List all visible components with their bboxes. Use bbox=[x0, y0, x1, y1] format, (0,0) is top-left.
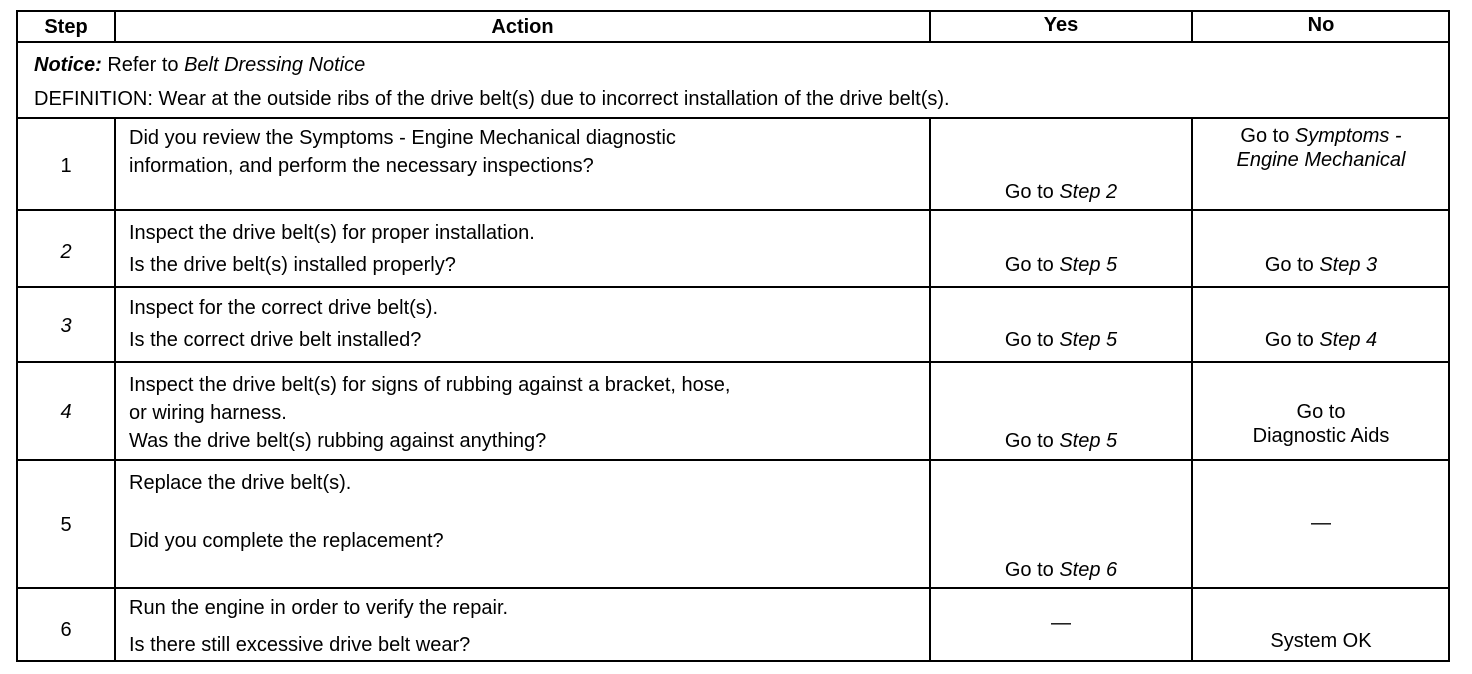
action-text: Inspect the drive belt(s) for signs of rubbing against a bracket, hose, bbox=[129, 374, 731, 396]
header-yes: Yes bbox=[1043, 14, 1079, 36]
no-dash: — bbox=[1311, 512, 1331, 534]
link-ref: Step 5 bbox=[1059, 329, 1118, 351]
action-text: Did you complete the replacement? bbox=[129, 530, 444, 552]
link-ref: Diagnostic Aids bbox=[1252, 425, 1390, 447]
notice-reference: Belt Dressing Notice bbox=[184, 54, 366, 76]
action-text: or wiring harness. bbox=[129, 402, 287, 424]
definition: DEFINITION: Wear at the outside ribs of the drive belt(s) due to incorrect installation of the drive belt(s). bbox=[34, 88, 950, 110]
step-number: 5 bbox=[60, 514, 72, 536]
divider bbox=[16, 41, 1450, 43]
action-text: Did you review the Symptoms - Engine Mechanical diagnostic bbox=[129, 127, 676, 149]
action-text: Inspect the drive belt(s) for proper installation. bbox=[129, 222, 535, 244]
link-prefix: Go to bbox=[1004, 329, 1060, 351]
link-prefix: Go to bbox=[1004, 181, 1060, 203]
no-link[interactable] bbox=[1192, 124, 1450, 172]
step-number: 6 bbox=[60, 619, 72, 641]
divider bbox=[16, 459, 1450, 461]
link-prefix: Go to bbox=[1296, 401, 1346, 423]
divider bbox=[16, 209, 1450, 211]
yes-link[interactable] bbox=[930, 328, 1192, 352]
no-link[interactable] bbox=[1192, 253, 1450, 277]
link-ref: Engine Mechanical bbox=[1236, 149, 1406, 171]
link-prefix: Go to bbox=[1264, 254, 1320, 276]
link-ref: Step 2 bbox=[1059, 181, 1118, 203]
link-ref: Step 5 bbox=[1059, 254, 1118, 276]
divider bbox=[16, 361, 1450, 363]
step-number: 3 bbox=[60, 315, 72, 337]
link-prefix: Go to bbox=[1240, 125, 1295, 147]
action-text: information, and perform the necessary inspections? bbox=[129, 155, 594, 177]
action-text: Inspect for the correct drive belt(s). bbox=[129, 297, 439, 319]
link-prefix: Go to bbox=[1004, 430, 1060, 452]
no-link[interactable] bbox=[1192, 400, 1450, 448]
notice-text: Refer to bbox=[101, 54, 185, 76]
action-text: Run the engine in order to verify the repair. bbox=[129, 597, 509, 619]
step-number: 4 bbox=[60, 401, 72, 423]
action-text: Is there still excessive drive belt wear? bbox=[129, 634, 471, 656]
header-step: Step bbox=[44, 16, 88, 38]
yes-link[interactable] bbox=[930, 253, 1192, 277]
link-prefix: Go to bbox=[1004, 254, 1060, 276]
link-ref: Step 5 bbox=[1059, 430, 1118, 452]
action-text: Was the drive belt(s) rubbing against anything? bbox=[129, 430, 547, 452]
link-ref: Step 4 bbox=[1319, 329, 1378, 351]
link-ref: Step 3 bbox=[1319, 254, 1378, 276]
no-result: System OK bbox=[1270, 630, 1372, 652]
link-prefix: Go to bbox=[1264, 329, 1320, 351]
yes-link[interactable] bbox=[930, 429, 1192, 453]
no-link[interactable] bbox=[1192, 328, 1450, 352]
yes-dash: — bbox=[1051, 612, 1071, 634]
link-ref: Symptoms - bbox=[1294, 125, 1402, 147]
notice-label: Notice: bbox=[34, 54, 102, 76]
yes-link[interactable] bbox=[930, 558, 1192, 582]
link-prefix: Go to bbox=[1004, 559, 1060, 581]
notice bbox=[34, 53, 365, 77]
divider bbox=[16, 117, 1450, 119]
step-number: 1 bbox=[60, 155, 72, 177]
header-no: No bbox=[1307, 14, 1335, 36]
action-text: Replace the drive belt(s). bbox=[129, 472, 352, 494]
yes-link[interactable] bbox=[930, 180, 1192, 204]
link-ref: Step 6 bbox=[1059, 559, 1118, 581]
action-text: Is the drive belt(s) installed properly? bbox=[129, 254, 456, 276]
divider bbox=[16, 587, 1450, 589]
action-text: Is the correct drive belt installed? bbox=[129, 329, 422, 351]
header-action: Action bbox=[491, 16, 554, 38]
divider bbox=[16, 286, 1450, 288]
divider bbox=[114, 117, 116, 662]
step-number: 2 bbox=[60, 241, 72, 263]
